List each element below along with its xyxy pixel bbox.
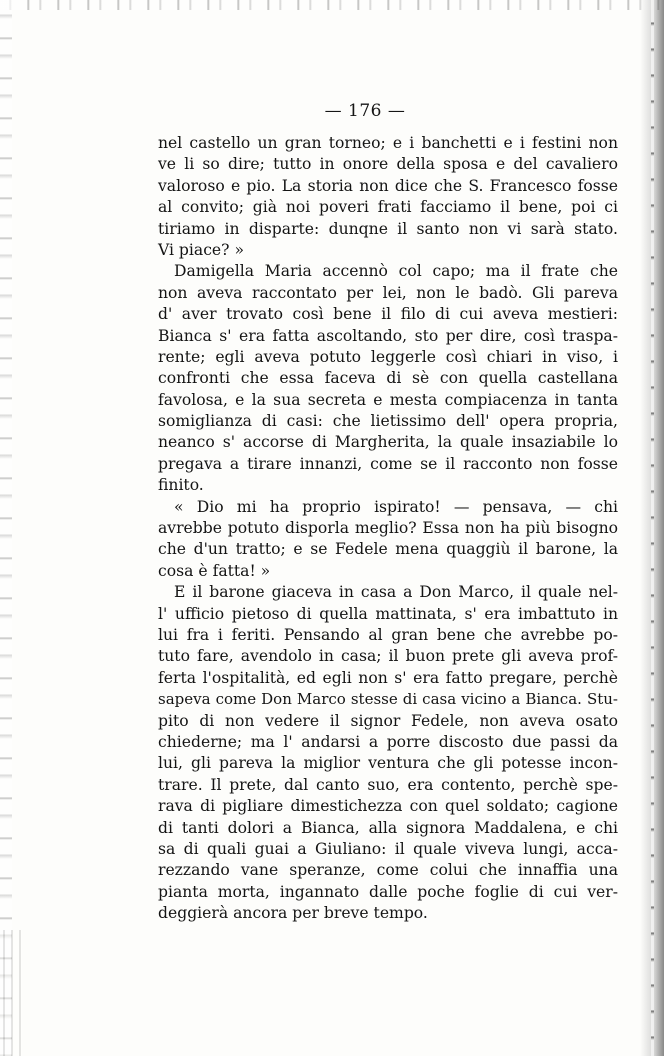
- scan-edge-left: [0, 0, 12, 1056]
- text-line: pito di non vedere il signor Fedele, non aveva osato: [158, 711, 618, 730]
- text-line: « Dio mi ha proprio ispirato! — pensava, — chi: [174, 497, 618, 516]
- text-line: lui fra i feriti. Pensando al gran bene che avrebbe po-: [158, 625, 618, 644]
- text-line: valoroso e pio. La storia non dice che S. Francesco fosse: [158, 176, 618, 195]
- text-line: pianta morta, ingannato dalle poche foglie di cui ver-: [158, 882, 618, 901]
- text-line: di tanti dolori a Bianca, alla signora Maddalena, e chi: [158, 818, 618, 837]
- text-line: ve li so dire; tutto in onore della sposa e del cavaliero: [158, 155, 618, 174]
- text-line: pregava a tirare innanzi, come se il racconto non fosse: [158, 454, 618, 473]
- text-line: tuto fare, avendolo in casa; il buon prete gli aveva prof-: [158, 647, 618, 666]
- text-line: al convito; già noi poveri frati facciamo il bene, poi ci: [158, 198, 618, 217]
- text-line: Bianca s' era fatta ascoltando, sto per dire, così traspa-: [158, 326, 618, 345]
- text-line: ferta l'ospitalità, ed egli non s' era fatto pregare, perchè: [158, 668, 618, 687]
- scan-edge-top: [0, 0, 664, 10]
- text-line: E il barone giaceva in casa a Don Marco, il quale nel-: [174, 583, 618, 602]
- text-line: sa di quali guai a Giuliano: il quale viveva lungi, acca-: [158, 839, 618, 858]
- text-line: non aveva raccontato per lei, non le badò. Gli pareva: [158, 283, 618, 302]
- text-line: Vi piace? »: [158, 240, 245, 259]
- body-text: [158, 133, 618, 924]
- text-line: Damigella Maria accennò col capo; ma il frate che: [174, 262, 618, 281]
- text-line: rava di pigliare dimestichezza con quel soldato; cagione: [158, 797, 618, 816]
- text-line: rente; egli aveva potuto leggerle così chiari in viso, i: [158, 347, 618, 366]
- text-line: tiriamo in disparte: dunqne il santo non vi sarà stato.: [158, 219, 618, 238]
- text-line: che d'un tratto; e se Fedele mena quaggiù il barone, la: [158, 540, 618, 559]
- text-line: trare. Il prete, dal canto suo, era contento, perchè spe-: [158, 775, 618, 794]
- text-line: confronti che essa faceva di sè con quella castellana: [158, 369, 618, 388]
- text-line: cosa è fatta! »: [158, 561, 271, 580]
- text-line: l' ufficio pietoso di quella mattinata, s' era imbattuto in: [158, 604, 618, 623]
- text-line: nel castello un gran torneo; e i banchetti e i festini non: [158, 134, 618, 152]
- text-line: neanco s' accorse di Margherita, la quale insaziabile lo: [158, 433, 618, 452]
- text-line: finito.: [158, 476, 204, 495]
- text-line: deggierà ancora per breve tempo.: [158, 904, 428, 923]
- text-line: chiederne; ma l' andarsi a porre discosto due passi da: [158, 732, 618, 751]
- scan-edge-right-marks: [651, 0, 654, 1056]
- page-number: — 176 —: [324, 101, 406, 121]
- text-line: favolosa, e la sua secreta e mesta compiacenza in tanta: [158, 390, 618, 409]
- text-line: rezzando vane speranze, come colui che innaffia una: [158, 861, 618, 880]
- text-line: avrebbe potuto disporla meglio? Essa non ha più bisogno: [158, 519, 618, 538]
- text-line: lui, gli pareva la miglior ventura che gli potesse incon-: [158, 754, 618, 773]
- text-line: sapeva come Don Marco stesse di casa vicino a Bianca. Stu-: [158, 690, 618, 709]
- text-line: somiglianza di casi: che lietissimo dell' opera propria,: [158, 412, 618, 431]
- text-line: d' aver trovato così bene il filo di cui aveva mestieri:: [158, 305, 618, 324]
- scan-edge-left-bottom: [0, 930, 22, 1056]
